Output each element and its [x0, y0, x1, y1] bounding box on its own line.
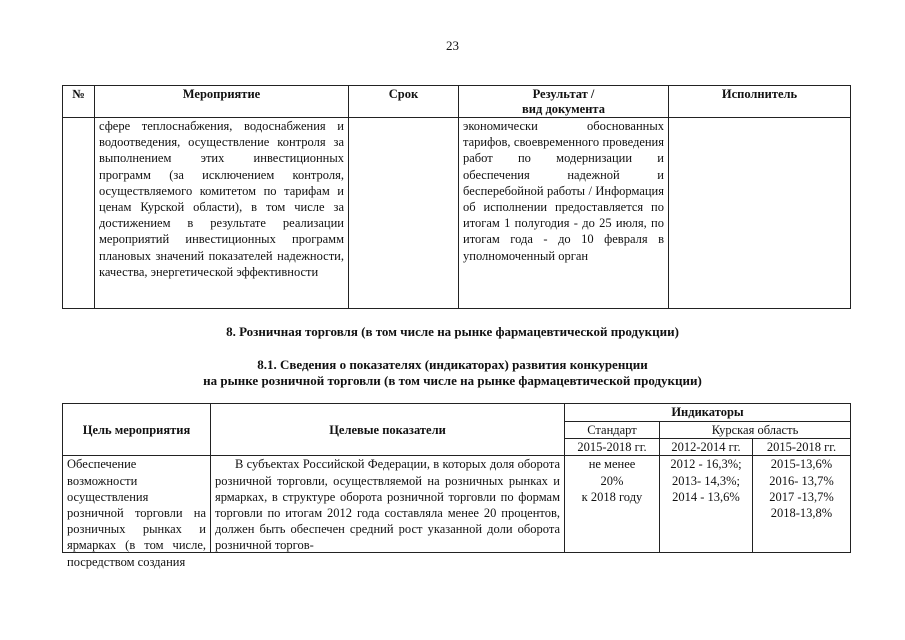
- cell-goal: [63, 456, 211, 569]
- cell-event: сфере теплоснабжения, водоснабжения и водоотведения, осуществление контроля за выполнением этих инвестиционных программ (за исключением контроля, осуществляемого комитетом по тарифам и ценам Курской области), в том числе за достижением в результате реализации мероприятий инвестиционных программ плановых значений показателей надежности, качества, энергетической эффективности: [95, 118, 349, 309]
- header-indicators: Индикаторы: [565, 404, 851, 422]
- cell-standard: [565, 456, 660, 553]
- cell-2015-values-text: 2015-13,6% 2016- 13,7% 2017 -13,7% 2018-13,8%: [769, 457, 834, 521]
- header-term: Срок: [349, 86, 459, 118]
- cell-goal-text: Обеспечение возможности осуществления розничной торговли на розничных рынках и ярмарках (в том числе, посредством создания: [67, 457, 206, 569]
- subsection-heading: 8.1. Сведения о показателях (индикаторах) развития конкуренции на рынке розничной торговли (в том числе на рынке фармацевтической продукции): [203, 357, 702, 388]
- header-event: Мероприятие: [95, 86, 349, 118]
- cell-result: экономически обоснованных тарифов, своевременного проведения работ по модернизации и обеспечения надежной и бесперебойной работы / Информация об исполнении предоставляется по итогам 1 полугодия - до 25 июля, по итогам года - до 10 февраля в уполномоченный орган: [459, 118, 669, 309]
- cell-number: [63, 118, 95, 309]
- page-number: 23: [446, 38, 459, 53]
- header-result: [459, 86, 669, 118]
- header-executor: Исполнитель: [669, 86, 851, 118]
- measures-header-row: [63, 86, 851, 118]
- header-result-text: Результат / вид документа: [522, 87, 605, 116]
- header-standard: Стандарт: [565, 422, 660, 439]
- header-period-standard: 2015-2018 гг.: [565, 439, 660, 456]
- section-heading: 8. Розничная торговля (в том числе на рынке фармацевтической продукции): [226, 324, 679, 339]
- cell-2012-values: [660, 456, 753, 553]
- cell-targets: [211, 456, 565, 553]
- cell-term: [349, 118, 459, 309]
- table-row: [63, 456, 851, 553]
- cell-2015-values: [753, 456, 851, 553]
- indicators-table: [62, 403, 851, 569]
- header-period-2015: 2015-2018 гг.: [753, 439, 851, 456]
- cell-2012-values-text: 2012 - 16,3%; 2013- 14,3%; 2014 - 13,6%: [670, 457, 742, 504]
- header-period-2012: 2012-2014 гг.: [660, 439, 753, 456]
- measures-table: [62, 85, 851, 309]
- cell-standard-text: не менее 20% к 2018 году: [581, 457, 643, 504]
- header-number: №: [63, 86, 95, 118]
- cell-executor: [669, 118, 851, 309]
- header-region: Курская область: [660, 422, 851, 439]
- header-targets: Целевые показатели: [211, 404, 565, 456]
- cell-targets-text: В субъектах Российской Федерации, в которых доля оборота розничной торговли, осуществляемой на розничных рынках и ярмарках, в структуре оборота розничной торговли по формам торговли по итогам 2012 года составляла менее 20 процентов, должен быть обеспечен средний рост указанной доли оборота розничной торгов-: [215, 457, 560, 553]
- header-goal: Цель мероприятия: [63, 404, 211, 456]
- table-row: [63, 118, 851, 309]
